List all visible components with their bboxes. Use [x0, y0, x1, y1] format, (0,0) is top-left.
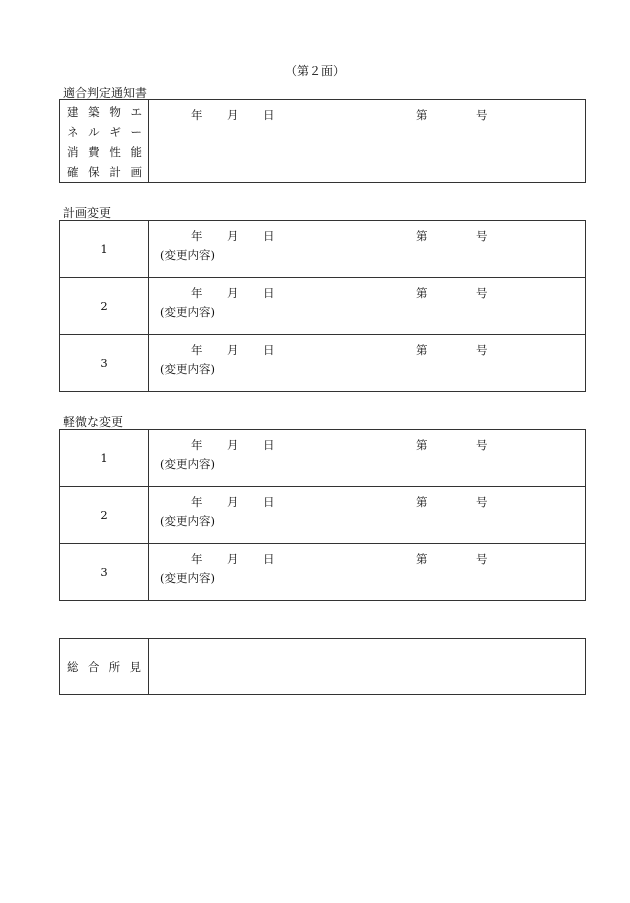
month-label: 月: [227, 495, 239, 509]
go-label: 号: [476, 108, 488, 122]
go-label: 号: [476, 343, 488, 357]
approval-table: [59, 99, 586, 183]
row-number: 3: [60, 335, 149, 392]
month-label: 月: [227, 343, 239, 357]
minor-change-row: [60, 487, 586, 544]
year-label: 年: [191, 229, 203, 243]
go-label: 号: [476, 229, 488, 243]
label-line-4: 確 保 計 画: [67, 165, 142, 179]
dai-label: 第: [416, 495, 428, 509]
go-label: 号: [476, 438, 488, 452]
row-number: 2: [60, 487, 149, 544]
dai-label: 第: [416, 286, 428, 300]
year-label: 年: [191, 552, 203, 566]
minor-change-entry[interactable]: [149, 544, 586, 601]
year-label: 年: [191, 286, 203, 300]
day-label: 日: [263, 552, 275, 566]
plan-change-entry[interactable]: [149, 221, 586, 278]
go-label: 号: [476, 552, 488, 566]
approval-section-title: 適合判定通知書: [63, 86, 148, 100]
plan-change-row: [60, 221, 586, 278]
minor-change-table: [59, 429, 586, 601]
label-line-2: ネ ル ギ ー: [67, 125, 142, 139]
minor-change-row: [60, 544, 586, 601]
month-label: 月: [227, 286, 239, 300]
dai-label: 第: [416, 108, 428, 122]
minor-change-row: [60, 430, 586, 487]
plan-change-table: [59, 220, 586, 392]
row-number: 2: [60, 278, 149, 335]
plan-change-entry[interactable]: [149, 278, 586, 335]
dai-label: 第: [416, 229, 428, 243]
overall-opinion-field[interactable]: [149, 639, 586, 695]
month-label: 月: [227, 108, 239, 122]
row-number: 1: [60, 430, 149, 487]
plan-change-section-title: 計画変更: [63, 206, 112, 220]
change-content-label: (変更内容): [160, 248, 215, 262]
minor-change-entry[interactable]: [149, 430, 586, 487]
change-content-label: (変更内容): [160, 571, 215, 585]
year-label: 年: [191, 108, 203, 122]
day-label: 日: [263, 286, 275, 300]
approval-value-cell[interactable]: [149, 100, 586, 183]
day-label: 日: [263, 229, 275, 243]
day-label: 日: [263, 495, 275, 509]
day-label: 日: [263, 108, 275, 122]
plan-change-entry[interactable]: [149, 335, 586, 392]
minor-change-entry[interactable]: [149, 487, 586, 544]
year-label: 年: [191, 495, 203, 509]
overall-opinion-label: 総 合 所 見: [60, 639, 149, 695]
row-number: 1: [60, 221, 149, 278]
day-label: 日: [263, 438, 275, 452]
year-label: 年: [191, 438, 203, 452]
day-label: 日: [263, 343, 275, 357]
dai-label: 第: [416, 438, 428, 452]
approval-label-cell: [60, 100, 149, 183]
plan-change-row: [60, 278, 586, 335]
go-label: 号: [476, 495, 488, 509]
change-content-label: (変更内容): [160, 514, 215, 528]
row-number: 3: [60, 544, 149, 601]
overall-opinion-table: [59, 638, 586, 695]
label-line-1: 建 築 物 エ: [67, 105, 142, 119]
month-label: 月: [227, 552, 239, 566]
month-label: 月: [227, 438, 239, 452]
page-header: （第２面）: [284, 64, 345, 78]
plan-change-row: [60, 335, 586, 392]
minor-change-section-title: 軽微な変更: [63, 415, 124, 429]
go-label: 号: [476, 286, 488, 300]
change-content-label: (変更内容): [160, 457, 215, 471]
dai-label: 第: [416, 343, 428, 357]
change-content-label: (変更内容): [160, 362, 215, 376]
year-label: 年: [191, 343, 203, 357]
label-line-3: 消 費 性 能: [67, 145, 142, 159]
change-content-label: (変更内容): [160, 305, 215, 319]
month-label: 月: [227, 229, 239, 243]
dai-label: 第: [416, 552, 428, 566]
